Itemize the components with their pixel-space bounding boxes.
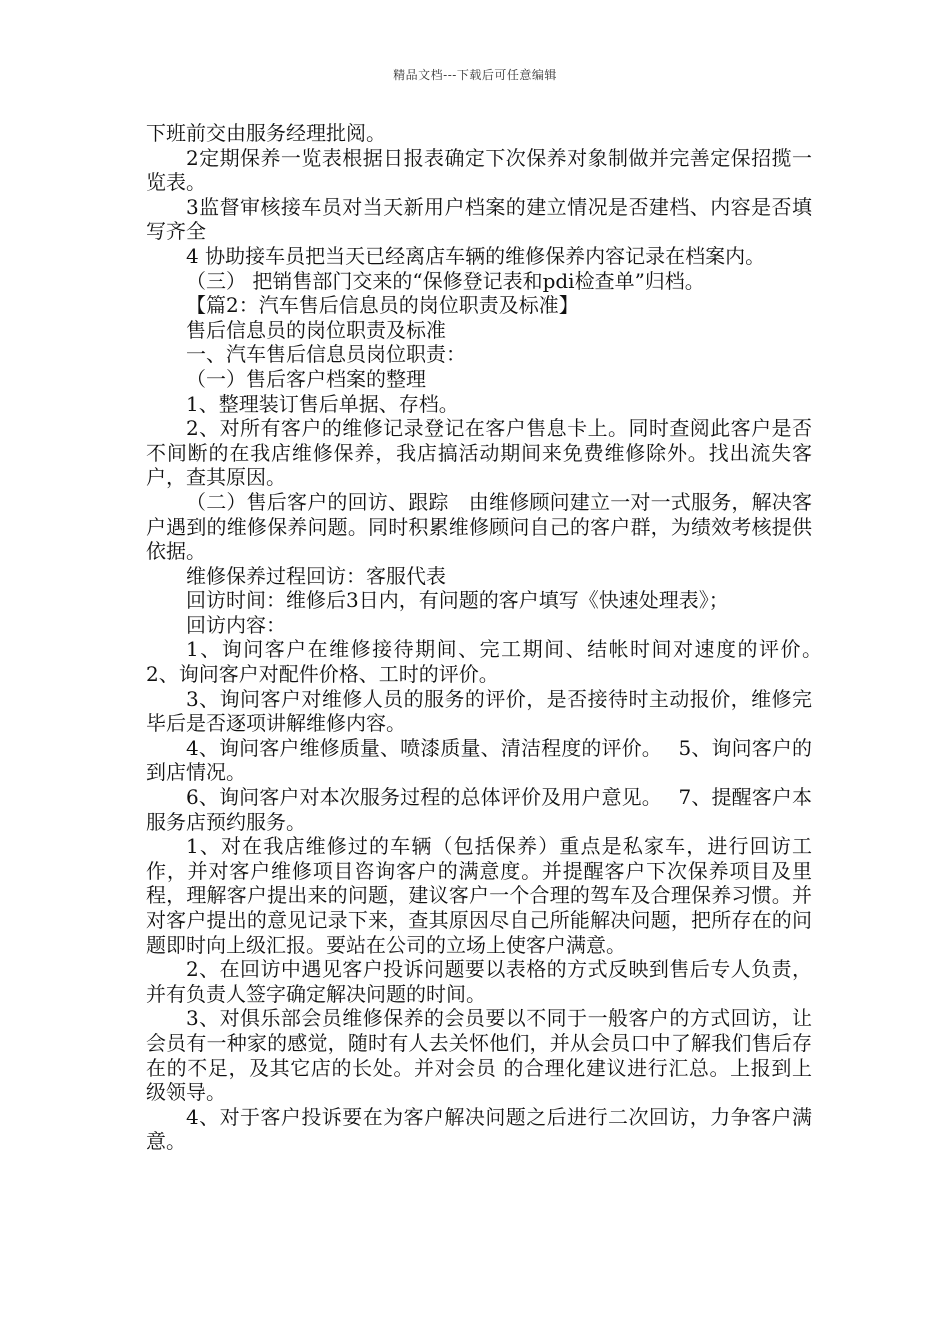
paragraph: 1、对在我店维修过的车辆（包括保养）重点是私家车，进行回访工作，并对客户维修项目咨询客户的满意度。并提醒客户下次保养项目及里程，理解客户提出来的问题，建议客户一个合理的驾车及合理保养习惯。并对客户提出的意见记录下来，查其原因尽自己所能解决问题，把所存在的问题即时向上级汇报。要站在公司的立场上使客户满意。 — [146, 834, 812, 957]
paragraph: （二）售后客户的回访、跟踪 由维修顾问建立一对一式服务，解决客户遇到的维修保养问题。同时积累维修顾问自己的客户群，为绩效考核提供依据。 — [146, 489, 812, 564]
document-body — [146, 121, 832, 1154]
paragraph: 2、对所有客户的维修记录登记在客户售息卡上。同时查阅此客户是否不间断的在我店维修保养，我店搞活动期间来免费维修除外。找出流失客户，查其原因。 — [146, 416, 812, 490]
paragraph: （一）售后客户档案的整理 — [186, 366, 426, 391]
paragraph: 一、汽车售后信息员岗位职责： — [186, 342, 466, 367]
paragraph: 4 协助接车员把当天已经离店车辆的维修保养内容记录在档案内。 — [186, 243, 766, 268]
paragraph: 回访时间：维修后3日内，有问题的客户填写《快速处理表》； — [186, 588, 729, 613]
paragraph: 维修保养过程回访：客服代表 — [186, 563, 446, 588]
paragraph: 2、在回访中遇见客户投诉问题要以表格的方式反映到售后专人负责，并有负责人签字确定解决问题的时间。 — [146, 957, 812, 1006]
paragraph: 6、询问客户对本次服务过程的总体评价及用户意见。 7、提醒客户本服务店预约服务。 — [146, 785, 812, 834]
section-heading: 【篇2：汽车售后信息员的岗位职责及标准】 — [186, 293, 579, 318]
section-title: 售后信息员的岗位职责及标准 — [186, 317, 446, 342]
paragraph: 回访内容： — [186, 612, 286, 637]
page-header: 精品文档---下载后可任意编辑 — [393, 68, 557, 82]
paragraph: 3监督审核接车员对当天新用户档案的建立情况是否建档、内容是否填写齐全 — [146, 194, 812, 244]
paragraph: 4、对于客户投诉要在为客户解决问题之后进行二次回访，力争客户满意。 — [146, 1104, 812, 1154]
paragraph: 4、询问客户维修质量、喷漆质量、清洁程度的评价。 5、询问客户的到店情况。 — [146, 735, 812, 785]
paragraph: 3、对俱乐部会员维修保养的会员要以不同于一般客户的方式回访，让会员有一种家的感觉，随时有人去关怀他们，并从会员口中了解我们售后存在的不足，及其它店的长处。并对会员 的合理化建议进行汇总。上报到上级领导。 — [146, 1006, 812, 1105]
paragraph: 2定期保养一览表根据日报表确定下次保养对象制做并完善定保招揽一览表。 — [146, 145, 812, 195]
paragraph: 1、整理装订售后单据、存档。 — [186, 391, 459, 416]
paragraph: 3、询问客户对维修人员的服务的评价，是否接待时主动报价，维修完毕后是否逐项讲解维修内容。 — [146, 686, 812, 736]
paragraph: 下班前交由服务经理批阅。 — [146, 121, 386, 145]
paragraph: 1、询问客户在维修接待期间、完工期间、结帐时间对速度的评价。 2、询问客户对配件价格、工时的评价。 — [146, 637, 832, 687]
paragraph: （三） 把销售部门交来的“保修登记表和pdi检查单”归档。 — [186, 268, 705, 293]
